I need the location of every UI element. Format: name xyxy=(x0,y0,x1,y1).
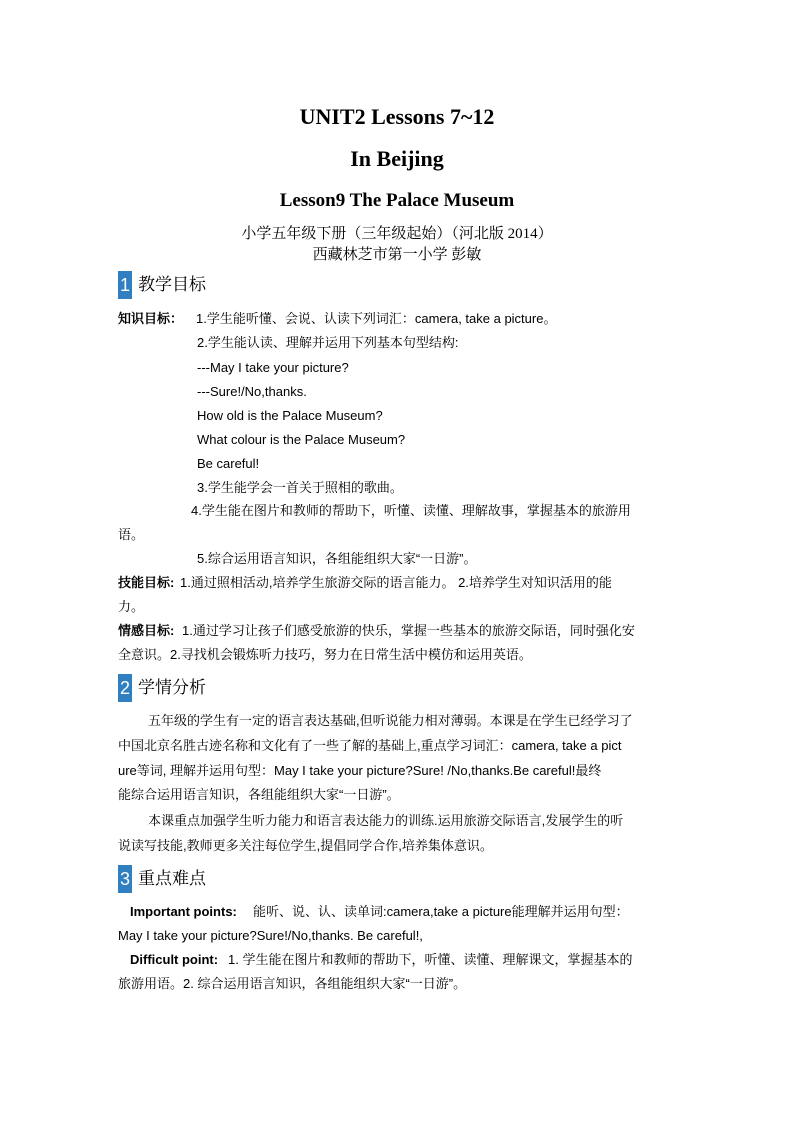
emotion-text: 全意识。2.寻找机会锻炼听力技巧，努力在日常生活中模仿和运用英语。 xyxy=(118,647,532,662)
section-number-3: 3 xyxy=(118,865,132,893)
important-text: 能听、说、认、读单词:camera,take a picture能理解并运用句型： xyxy=(253,904,629,919)
objective-item: 语。 xyxy=(118,527,145,542)
school-teacher: 西藏林芝市第一小学 彭敏 xyxy=(312,247,482,263)
section-title-objectives: 教学目标 xyxy=(138,275,206,294)
emotion-label: 情感目标: xyxy=(118,623,175,638)
section-title-key-points: 重点难点 xyxy=(138,869,206,888)
analysis-line: ure等词, 理解并运用句型：May I take your picture?Sure! /No,thanks.Be careful!最终 xyxy=(118,763,602,778)
section-number-1: 1 xyxy=(118,271,132,299)
difficult-text: 旅游用语。2. 综合运用语言知识，各组能组织大家“一日游”。 xyxy=(118,976,467,991)
knowledge-label: 知识目标： xyxy=(118,311,184,326)
important-label: Important points: xyxy=(130,904,237,919)
textbook-info: 小学五年级下册（三年级起始）（河北版 2014） xyxy=(241,226,553,242)
objective-item: 1.学生能听懂、会说、认读下列词汇：camera, take a picture。 xyxy=(196,311,557,326)
analysis-line: 能综合运用语言知识，各组能组织大家“一日游”。 xyxy=(118,787,400,802)
skill-text: 力。 xyxy=(118,599,145,614)
skill-text: 1.通过照相活动,培养学生旅游交际的语言能力。 2.培养学生对知识活用的能 xyxy=(180,575,612,590)
section-title-analysis: 学情分析 xyxy=(138,678,206,697)
objective-item: 4.学生能在图片和教师的帮助下，听懂、读懂、理解故事，掌握基本的旅游用 xyxy=(191,503,631,518)
analysis-line: 说读写技能,教师更多关注每位学生,提倡同学合作,培养集体意识。 xyxy=(118,838,493,853)
difficult-text: 1. 学生能在图片和教师的帮助下，听懂、读懂、理解课文，掌握基本的 xyxy=(228,952,633,967)
objective-item: Be careful! xyxy=(197,456,260,471)
analysis-line: 五年级的学生有一定的语言表达基础,但听说能力相对薄弱。本课是在学生已经学习了 xyxy=(148,713,633,728)
objective-item: How old is the Palace Museum? xyxy=(197,408,383,423)
objective-item: 2.学生能认读、理解并运用下列基本句型结构: xyxy=(197,335,459,350)
skill-label: 技能目标: xyxy=(118,575,175,590)
difficult-label: Difficult point: xyxy=(130,952,219,967)
objective-item: What colour is the Palace Museum? xyxy=(197,432,406,447)
analysis-line: 本课重点加强学生听力能力和语言表达能力的训练.运用旅游交际语言,发展学生的听 xyxy=(148,813,624,828)
objective-item: ---Sure!/No,thanks. xyxy=(197,384,307,399)
objective-item: ---May I take your picture? xyxy=(197,360,349,375)
emotion-text: 1.通过学习让孩子们感受旅游的快乐，掌握一些基本的旅游交际语，同时强化安 xyxy=(182,623,635,638)
unit-subtitle: In Beijing xyxy=(350,146,444,171)
section-number-2: 2 xyxy=(118,674,132,702)
unit-title: UNIT2 Lessons 7~12 xyxy=(299,104,495,129)
objective-item: 3.学生能学会一首关于照相的歌曲。 xyxy=(197,480,403,495)
analysis-line: 中国北京名胜古迹名称和文化有了一些了解的基础上,重点学习词汇：camera, take a pict xyxy=(118,738,622,753)
important-text: May I take your picture?Sure!/No,thanks. Be careful!, xyxy=(118,928,423,943)
objective-item: 5.综合运用语言知识，各组能组织大家“一日游”。 xyxy=(197,551,477,566)
lesson-title: Lesson9 The Palace Museum xyxy=(279,190,515,211)
